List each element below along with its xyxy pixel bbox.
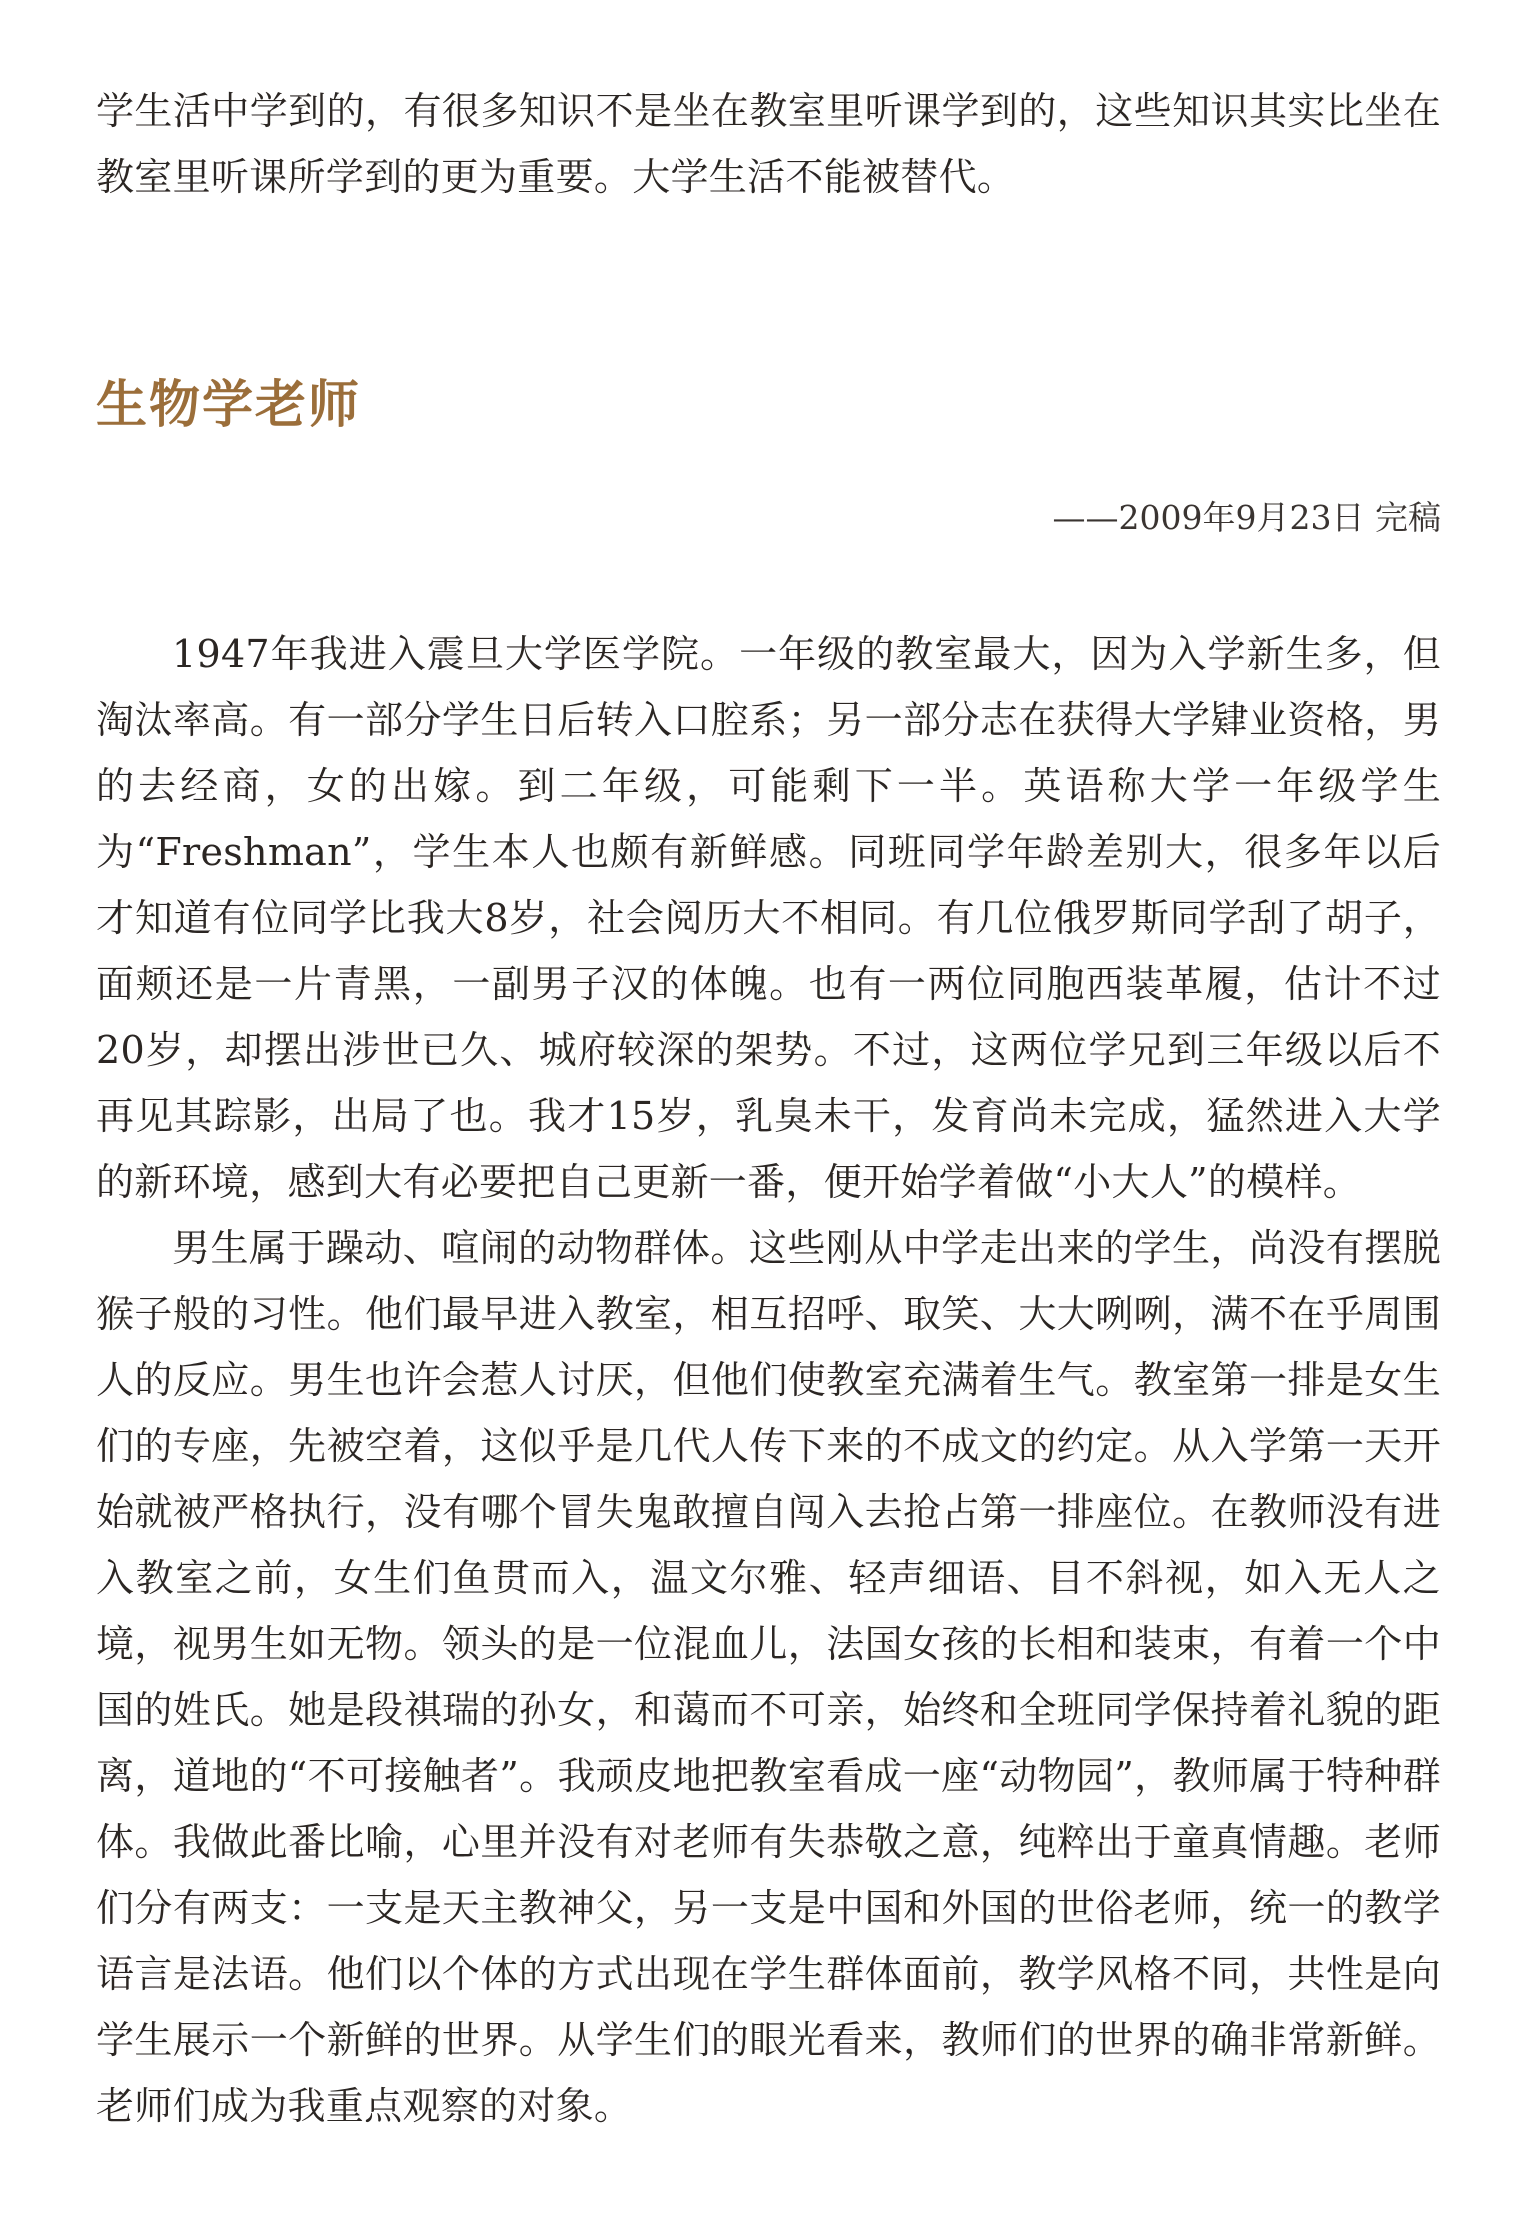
body-paragraph-1: 1947年我进入震旦大学医学院。一年级的教室最大，因为入学新生多，但淘汰率高。有一部分学生日后转入口腔系；另一部分志在获得大学肄业资格，男的去经商，女的出嫁。到二年级，可能剩下一半。英语称大学一年级学生为“Freshman”，学生本人也颇有新鲜感。同班同学年龄差别大，很多年以后才知道有位同学比我大8岁，社会阅历大不相同。有几位俄罗斯同学刮了胡子，面颊还是一片青黑，一副男子汉的体魄。也有一两位同胞西装革履，估计不过20岁，却摆出涉世已久、城府较深的架势。不过，这两位学兄到三年级以后不再见其踪影，出局了也。我才15岁，乳臭未干，发育尚未完成，猛然进入大学的新环境，感到大有必要把自己更新一番，便开始学着做“小大人”的模样。 (96, 632, 1441, 1204)
section-title: 生物学老师 (96, 375, 362, 435)
continuation-paragraph: 学生活中学到的，有很多知识不是坐在教室里听课学到的，这些知识其实比坐在教室里听课所学到的更为重要。大学生活不能被替代。 (96, 89, 1441, 199)
section-body (96, 621, 1441, 2139)
body-paragraph-2: 男生属于躁动、喧闹的动物群体。这些刚从中学走出来的学生，尚没有摆脱猴子般的习性。他们最早进入教室，相互招呼、取笑、大大咧咧，满不在乎周围人的反应。男生也许会惹人讨厌，但他们使教室充满着生气。教室第一排是女生们的专座，先被空着，这似乎是几代人传下来的不成文的约定。从入学第一天开始就被严格执行，没有哪个冒失鬼敢擅自闯入去抢占第一排座位。在教师没有进入教室之前，女生们鱼贯而入，温文尔雅、轻声细语、目不斜视，如入无人之境，视男生如无物。领头的是一位混血儿，法国女孩的长相和装束，有着一个中国的姓氏。她是段祺瑞的孙女，和蔼而不可亲，始终和全班同学保持着礼貌的距离，道地的“不可接触者”。我顽皮地把教室看成一座“动物园”，教师属于特种群体。我做此番比喻，心里并没有对老师有失恭敬之意，纯粹出于童真情趣。老师们分有两支：一支是天主教神父，另一支是中国和外国的世俗老师，统一的教学语言是法语。他们以个体的方式出现在学生群体面前，教学风格不同，共性是向学生展示一个新鲜的世界。从学生们的眼光看来，教师们的世界的确非常新鲜。老师们成为我重点观察的对象。 (96, 1226, 1441, 2128)
completion-dateline: ——2009年9月23日 完稿 (1052, 498, 1441, 537)
document-page (96, 78, 1441, 2139)
